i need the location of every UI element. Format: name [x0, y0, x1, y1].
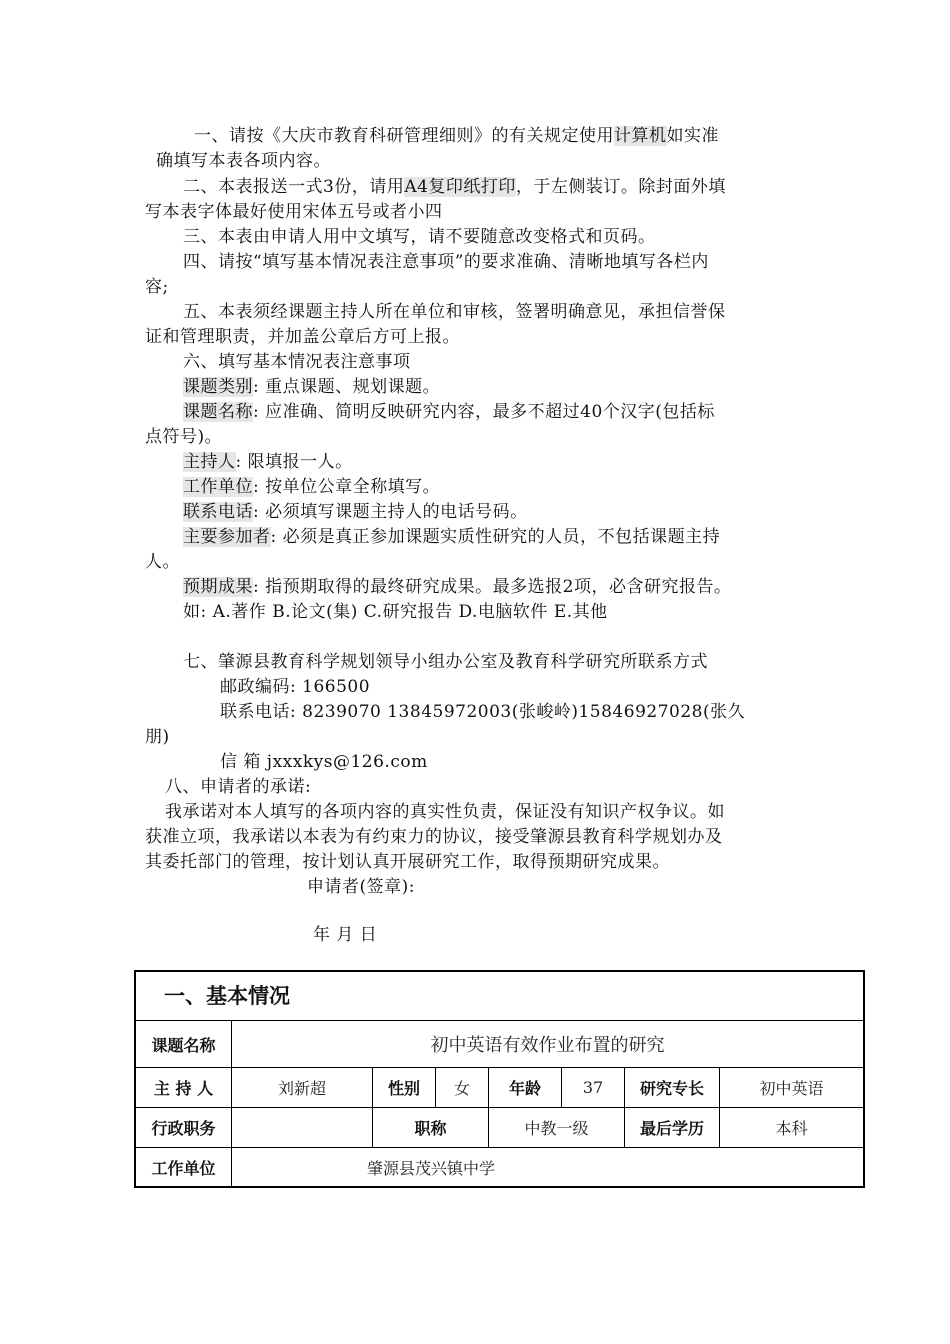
note-host: 主持人: 限填报一人。 — [183, 452, 353, 472]
pledge-1: 我承诺对本人填写的各项内容的真实性负责，保证没有知识产权争议。如 — [165, 802, 725, 822]
note-unit: 工作单位: 按单位公章全称填写。 — [183, 477, 441, 497]
age-value: 37 — [562, 1068, 625, 1107]
host-label: 主 持 人 — [136, 1068, 232, 1107]
title-label: 职称 — [373, 1108, 489, 1147]
note-results-options: 如: A.著作 B.论文(集) C.研究报告 D.电脑软件 E.其他 — [183, 602, 608, 622]
note-results: 预期成果: 指预期取得的最终研究成果。最多选报2项，必含研究报告。 — [183, 577, 732, 597]
note-participants-cont: 人。 — [145, 552, 180, 572]
basic-info-table — [134, 970, 865, 1188]
instruction-7: 七、肇源县教育科学规划领导小组办公室及教育科学研究所联系方式 — [183, 652, 708, 672]
topic-value: 初中英语有效作业布置的研究 — [430, 1035, 665, 1056]
table-title: 一、基本情况 — [136, 972, 863, 1021]
signature-date: 年 月 日 — [313, 925, 378, 945]
host-value: 刘新超 — [232, 1068, 373, 1107]
instruction-1-cont: 确填写本表各项内容。 — [156, 151, 331, 171]
edu-value: 本科 — [775, 1119, 808, 1138]
specialty-label: 研究专长 — [625, 1068, 720, 1107]
table-row-unit — [136, 1148, 863, 1186]
note-topic-cont: 点符号)。 — [145, 427, 223, 447]
title-value: 中教一级 — [489, 1108, 625, 1147]
gender-value: 女 — [436, 1068, 489, 1107]
instruction-4-cont: 容; — [145, 277, 169, 297]
contact-postcode: 邮政编码: 166500 — [220, 677, 371, 697]
contact-phone-cont: 朋) — [145, 727, 170, 747]
unit-value: 肇源县茂兴镇中学 — [367, 1158, 496, 1178]
instruction-6: 六、填写基本情况表注意事项 — [183, 352, 411, 372]
edu-label: 最后学历 — [625, 1108, 720, 1147]
pledge-3: 其委托部门的管理，按计划认真开展研究工作，取得预期研究成果。 — [145, 852, 670, 872]
note-phone: 联系电话: 必须填写课题主持人的电话号码。 — [183, 502, 528, 522]
topic-label: 课题名称 — [136, 1021, 232, 1067]
table-row-topic — [136, 1021, 863, 1068]
unit-label: 工作单位 — [136, 1148, 232, 1186]
instruction-4: 四、请按“填写基本情况表注意事项”的要求准确、清晰地填写各栏内 — [183, 252, 709, 272]
instruction-5: 五、本表须经课题主持人所在单位和审核，签署明确意见，承担信誉保 — [183, 302, 726, 322]
table-row-host — [136, 1068, 863, 1108]
applicant-signature: 申请者(签章): — [307, 877, 415, 897]
admin-value — [232, 1108, 373, 1147]
instruction-3: 三、本表由申请人用中文填写，请不要随意改变格式和页码。 — [183, 227, 656, 247]
instruction-5-cont: 证和管理职责，并加盖公章后方可上报。 — [145, 327, 460, 347]
table-row-admin — [136, 1108, 863, 1148]
instruction-8: 八、申请者的承诺: — [165, 777, 312, 797]
note-category: 课题类别: 重点课题、规划课题。 — [183, 377, 441, 397]
admin-label: 行政职务 — [136, 1108, 232, 1147]
specialty-value: 初中英语 — [759, 1079, 824, 1098]
pledge-2: 获准立项，我承诺以本表为有约束力的协议，接受肇源县教育科学规划办及 — [145, 827, 723, 847]
instruction-2-cont: 写本表字体最好使用宋体五号或者小四 — [145, 202, 443, 222]
contact-phone: 联系电话: 8239070 13845972003(张峻岭)15846927028(张久 — [220, 702, 746, 722]
age-label: 年龄 — [489, 1068, 562, 1107]
instruction-2: 二、本表报送一式3份，请用A4复印纸打印，于左侧装订。除封面外填 — [183, 177, 726, 197]
note-topic: 课题名称: 应准确、简明反映研究内容，最多不超过40个汉字(包括标 — [183, 402, 715, 422]
instruction-1: 一、请按《大庆市教育科研管理细则》的有关规定使用计算机如实准 — [194, 126, 719, 146]
contact-email: 信 箱 jxxxkys@126.com — [220, 752, 428, 772]
gender-label: 性别 — [373, 1068, 436, 1107]
note-participants: 主要参加者: 必须是真正参加课题实质性研究的人员，不包括课题主持 — [183, 527, 721, 547]
